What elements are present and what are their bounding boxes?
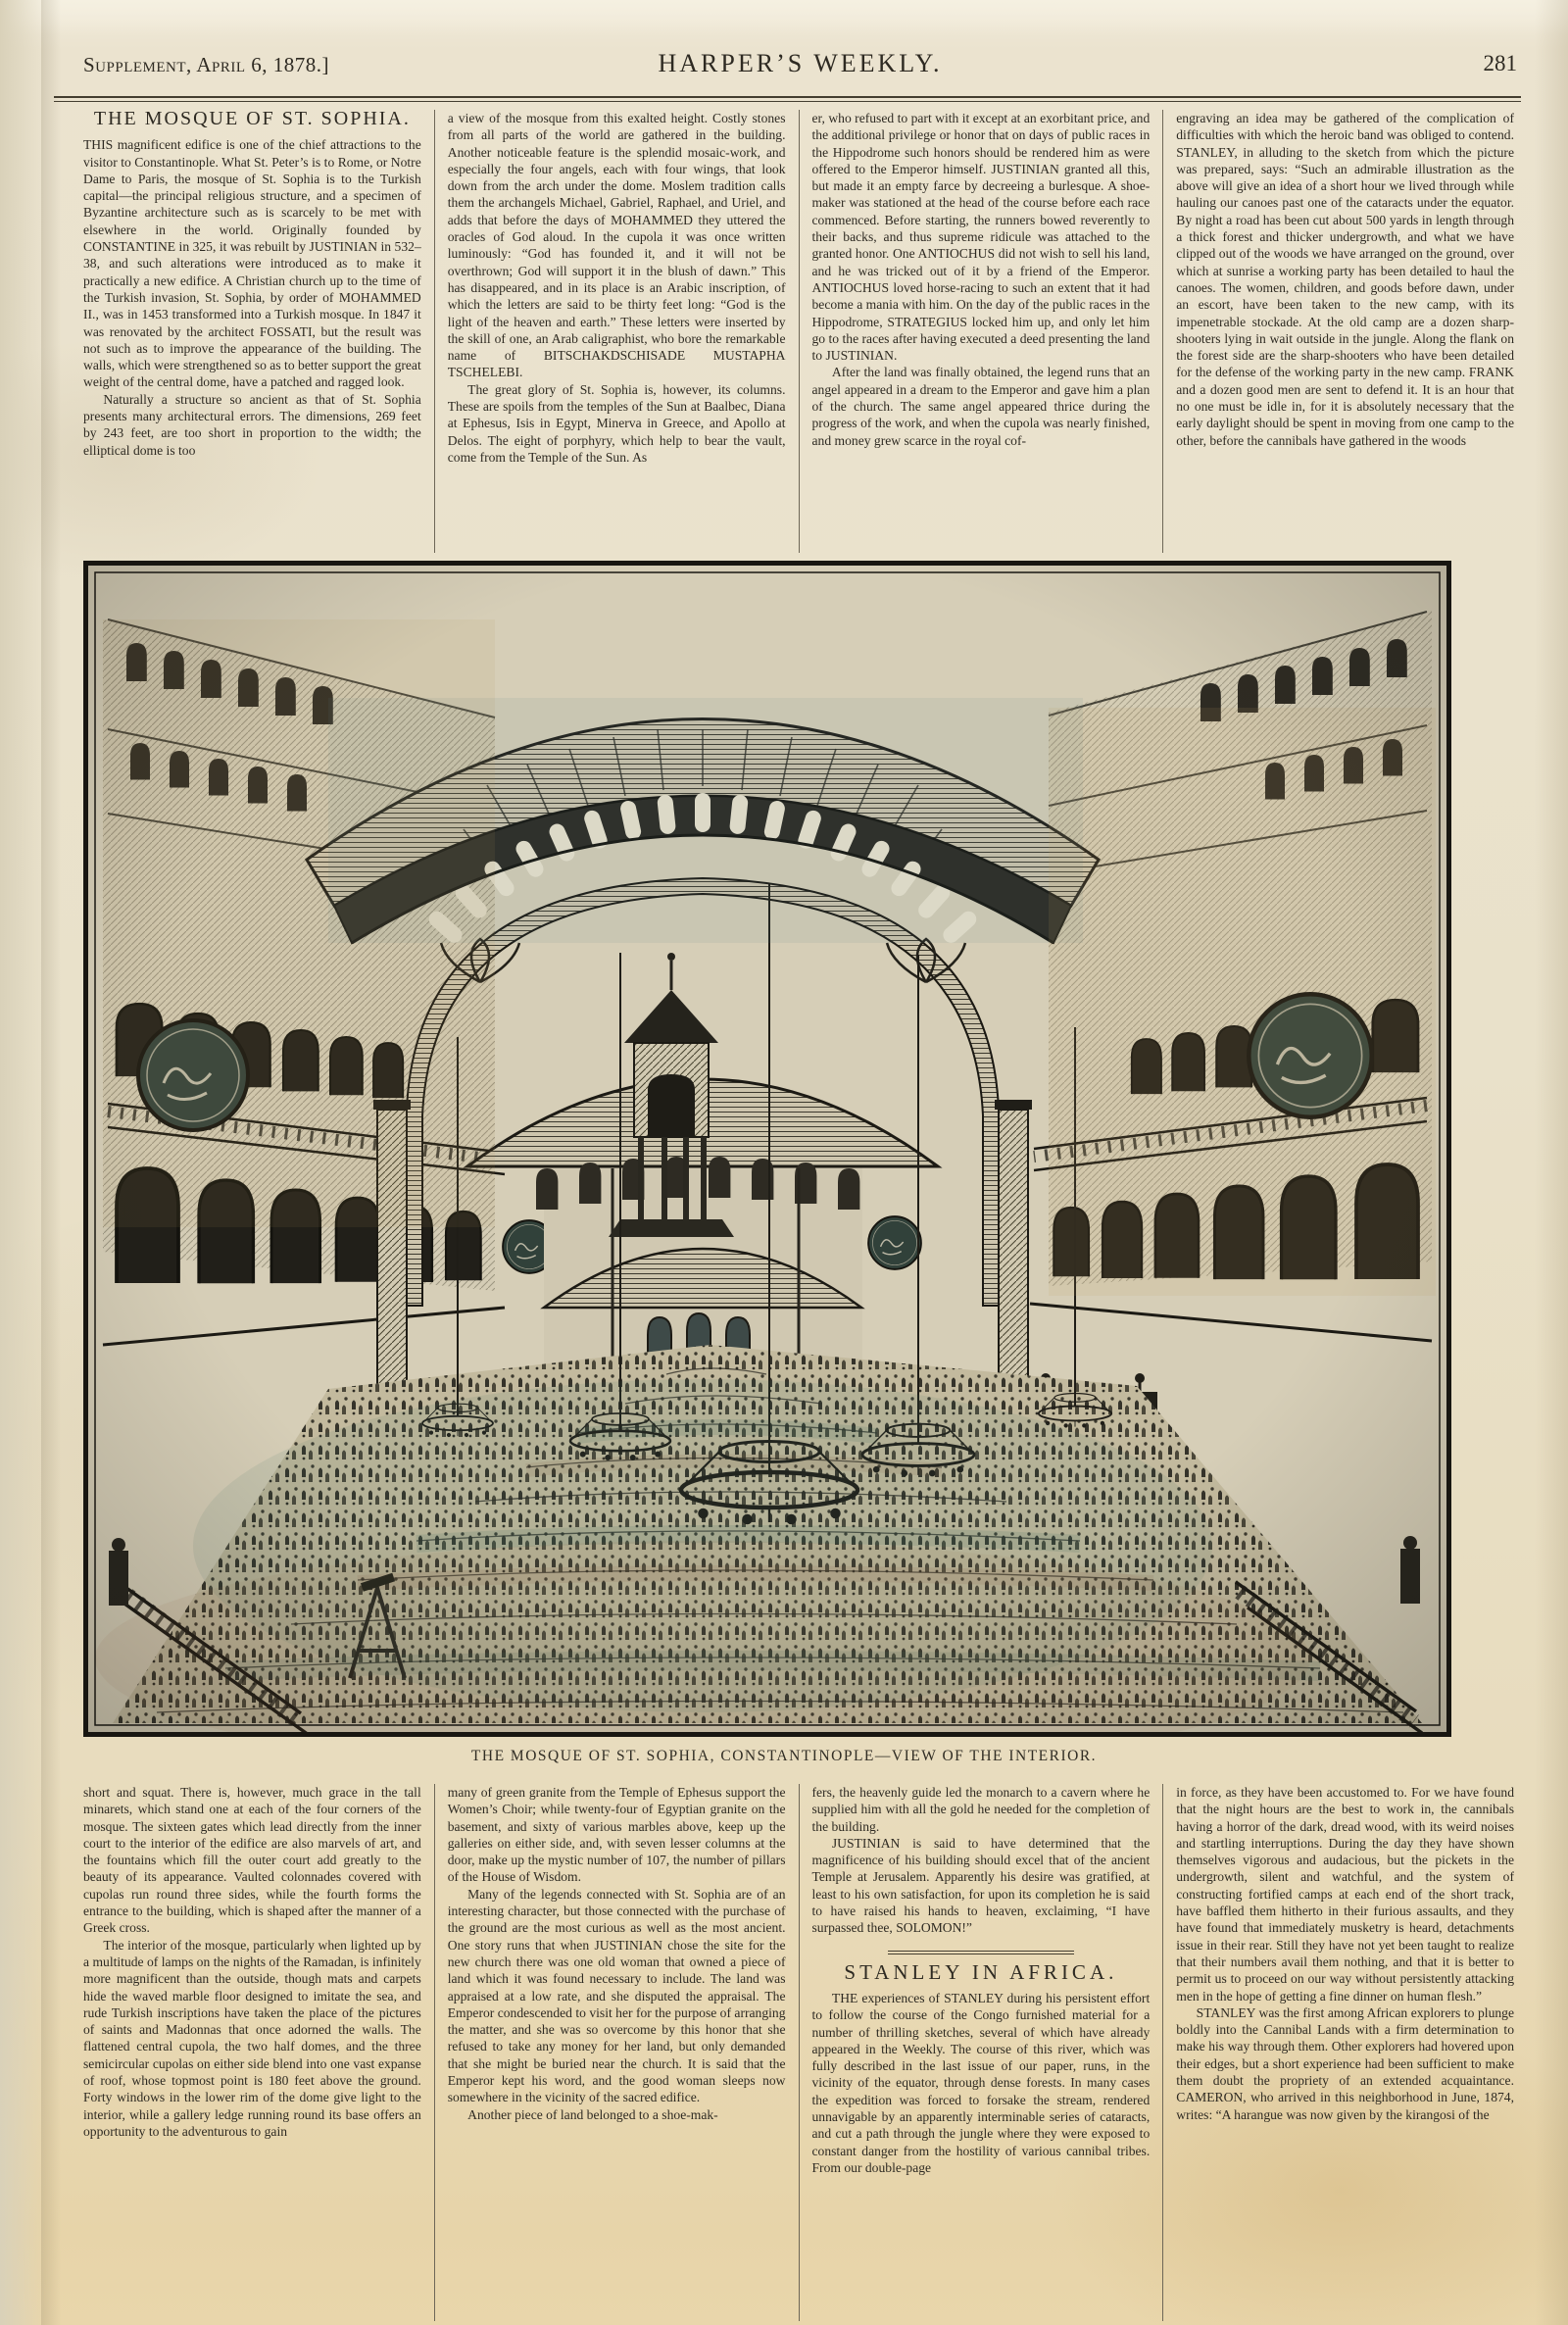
- masthead-rule: [54, 96, 1521, 102]
- paragraph: fers, the heavenly guide led the monarch to a cavern where he supplied him with all the gold he needed for the completion of the building.: [811, 1785, 1151, 1834]
- bottom-column-4: [1162, 1784, 1514, 2321]
- bottom-column-2: [434, 1784, 799, 2321]
- top-column-1: [83, 110, 434, 553]
- paragraph: JUSTINIAN is said to have determined that the magnificence of his building should excel that of the ancient Temple at Jerusalem. Apparently his desire was gratified, at least to his own satisfaction, for upon its completion he is said to have raised his hands to heaven, exclaiming, “I have surpassed thee, SOLOMON!”: [811, 1835, 1151, 1936]
- bottom-column-3: [799, 1784, 1163, 2321]
- top-column-2: [434, 110, 799, 553]
- paragraph: The interior of the mosque, particularly when lighted up by a multitude of lamps on the nights of the Ramadan, is infinitely more magnificent than the outside, though mats and carpets hide the waved marble floor designed to imitate the sea, and rude Turkish inscriptions have taken the place of the pictures of saints and Madonnas that once adorned the walls. The flattened central cupola, the two half domes, and the three semicircular cupolas on either side blend into one vast expanse of roof, whose topmost point is 180 feet above the ground. Forty windows in the lower rim of the dome give light to the interior, while a gallery ledge running round its base offers an opportunity to the adventurous to gain: [83, 1937, 421, 2139]
- paragraph: in force, as they have been accustomed to. For we have found that the night hours are the best to work in, the cannibals having a horror of the dark, dread wood, with its weird noises and startling interruptions. During the day they have shown themselves vigorous and audacious, but the pickets in the undergrowth, silent and watchful, and the system of constructing fortified camps at each end of the short track, have baffled them hitherto in their furious assaults, and they have found that immediately musketry is heard, detachments issue in their rear. Still they have not yet been taught to realize that their numbers avail them nothing, and that it is better to permit us to proceed on our way without persistently attacking men in the hope of getting a fine dinner on human flesh.”: [1176, 1785, 1514, 2003]
- paragraph: The great glory of St. Sophia is, however, its columns. These are spoils from the temples of the Sun at Baalbec, Diana at Ephesus, Isis in Egypt, Minerva in Greece, and Apollo at Delos. The eight of porphyry, which help to bear the vault, come from the Temple of the Sun. As: [447, 381, 786, 465]
- paragraph: short and squat. There is, however, much grace in the tall minarets, which stand one at each of the four corners of the mosque. The sixteen gates which lead directly from the inner court to the interior of the edifice are also marvels of art, and the fountains which fill the outer court add greatly to the beauty of its appearance. Vaulted colonnades covered with cupolas run round three sides, while the fourth forms the entrance to the building, which is shaped after the manner of a Greek cross.: [83, 1785, 421, 1936]
- article-title-mosque: THE MOSQUE OF ST. SOPHIA.: [93, 110, 411, 129]
- engraving-st-sophia-interior: [83, 561, 1451, 1737]
- page-number: 281: [1483, 51, 1517, 75]
- article-title-stanley: STANLEY IN AFRICA.: [844, 1959, 1118, 1984]
- paragraph: engraving an idea may be gathered of the complication of difficulties with which the heroic band was obliged to contend. STANLEY, in alluding to the sketch from which the picture was prepared, says: “Such an admirable illustration as the above will give an idea of a short hour we lived through while hauling our canoes past one of the cataracts under the equator. By night a road has been cut about 500 yards in length through a thick forest and thicker undergrowth, and what we have clipped out of the woods we have arranged on the ground, over which at sunrise a working party has been detailed to haul the canoes. The women, children, and goods before dawn, under an escort, have been taken to the new camp, with its impenetrable stockade. At the old camp are a dozen sharp-shooters lying in wait outside in the jungle. Along the flank on the forest side are the sharp-shooters who have been detailed for the defense of the working party in the new camp. FRANK and a dozen good men are sent to defend it. It is an hour that no one must be idle in, for it is absolutely necessary that the early daylight should be spent in moving from one camp to the other, before the cannibals have gathered in the woods: [1176, 111, 1514, 448]
- paragraph: THE experiences of STANLEY during his persistent effort to follow the course of the Congo furnished material for a number of thrilling sketches, several of which have already appeared in the Weekly. The course of this river, which was fully described in the last issue of our paper, runs, in the vicinity of the equator, through dense forests. In many cases the expedition was forced to forsake the stream, rendered unnavigable by an apparently interminable series of cataracts, and cut a path through the jungle where they were exposed to constant danger from the hostility of various cannibal tribes. From our double-page: [811, 1990, 1151, 2175]
- paragraph: a view of the mosque from this exalted height. Costly stones from all parts of the world are gathered in the building. Another noticeable feature is the splendid mosaic-work, and especially the four angels, each with four wings, that look down from the arch under the dome. Moslem tradition calls them the archangels Michael, Gabriel, Raphael, and Uriel, and adds that before the days of MOHAMMED they uttered the oracles of God aloud. In the cupola it was once written luminously: “God has founded it, and it will not be overthrown; God will support it in the blush of dawn.” This has disappeared, and in its place is an Arabic inscription, of which the letters are said to be thirty feet long: “God is the light of the heaven and earth.” These letters were inserted by the skill of one, an Arab caligraphist, who bore the remarkable name of BITSCHAKDSCHISADE MUSTAPHA TSCHELEBI.: [447, 111, 786, 380]
- paragraph: Another piece of land belonged to a shoe-mak-: [467, 2106, 718, 2122]
- paragraph: Many of the legends connected with St. Sophia are of an interesting character, but those connected with the purchase of the ground are the most curious as well as the most ancient. One story runs that when JUSTINIAN chose the site for the new church there was one old woman that owned a piece of land which it was found necessary to include. The land was appraised at a low rate, and she disputed the appraisal. The Emperor condescended to visit her for the purpose of arranging the matter, and she was so overcome by this honor that she refused to take any money for her land, but only demanded that she might be buried near the church. It is said that the Emperor kept his word, and the good woman sleeps now somewhere in the vicinity of the sacred edifice.: [447, 1886, 786, 2105]
- bottom-column-1: [83, 1784, 434, 2321]
- paragraph: STANLEY was the first among African explorers to plunge boldly into the Cannibal Lands with a firm determination to make his way through them. Other explorers had hovered upon their edges, but a short experience had been sufficient to make them doubt the propriety of an extended acquaintance. CAMERON, who arrived in this neighborhood in June, 1874, writes: “A harangue was now given by the kirangosi of the: [1176, 2004, 1514, 2122]
- paragraph: many of green granite from the Temple of Ephesus support the Women’s Choir; while twenty-four of Egyptian granite on the basement, and sixty of various marbles above, keep up the galleries on either side, and, with seven lesser columns at the door, make up the mystic number of 107, the number of pillars of the House of Wisdom.: [447, 1785, 786, 1885]
- supplement-date: Supplement, April 6, 1878.]: [83, 53, 330, 76]
- engraving-illustration: [83, 561, 1451, 1737]
- section-divider-rule: [888, 1951, 1074, 1954]
- paragraph: After the land was finally obtained, the legend runs that an angel appeared in a dream to the Emperor and gave him a plan of the church. The same angel appeared thrice during the progress of the work, and when the cupola was nearly finished, and money grew scarce in the royal cof-: [811, 365, 1151, 448]
- paper-gutter-shadow: [41, 0, 61, 2325]
- engraving-caption: THE MOSQUE OF ST. SOPHIA, CONSTANTINOPLE—VIEW OF THE INTERIOR.: [470, 1748, 1098, 1764]
- top-articles: [83, 110, 1514, 553]
- paragraph: er, who refused to part with it except at an exorbitant price, and the additional privilege or honor that on days of public races in the Hippodrome such honors should be rendered him as were offered to the Emperor himself. JUSTINIAN granted all this, but made it an empty farce by decreeing a burlesque. A shoe-maker was stationed at the head of the course before each race commenced. Before starting, the runners bowed reverently to their backs, and thus supreme ridicule was attached to the granted honor. One ANTIOCHUS did not wish to sell his land, and he was tricked out of it by a friend of the Emperor. ANTIOCHUS loved horse-racing to such an extent that it had become a mania with him. On the day of the public races in the Hippodrome, STRATEGIUS locked him up, and only let him go to the races after having executed a deed presenting the land to JUSTINIAN.: [811, 111, 1151, 364]
- paper-edge-right: [1535, 0, 1568, 2325]
- paper-edge-top: [0, 0, 1568, 35]
- bottom-articles: [83, 1784, 1514, 2321]
- paragraph: Naturally a structure so ancient as that of St. Sophia presents many architectural errors. The dimensions, 269 feet by 243 feet, are too short in proportion to the width; the elliptical dome is too: [83, 391, 421, 458]
- top-column-3: [799, 110, 1163, 553]
- paper-edge-left: [0, 0, 45, 2325]
- top-column-4: [1162, 110, 1514, 553]
- publication-title: HARPER’S WEEKLY.: [658, 49, 943, 77]
- paragraph: THIS magnificent edifice is one of the chief attractions to the visitor to Constantinople. What St. Peter’s is to Rome, or Notre Dame to Paris, the mosque of St. Sophia is to the Turkish capital—the principal religious structure, and a specimen of Byzantine architecture such as is scarcely to be met with elsewhere in the world. Originally founded by CONSTANTINE in 325, it was rebuilt by JUSTINIAN in 532–38, and such alterations were introduced as to make it practically a new edifice. A Christian church up to the time of the Turkish invasion, St. Sophia, by order of MOHAMMED II., was in 1453 transformed into a Turkish mosque. In 1847 it was renovated by the architect FOSSATI, but the result was not such as to improve the appearance of the building. The walls, which were strengthened so as to better support the great weight of the central dome, have a patched and ragged look.: [83, 137, 421, 390]
- masthead: [83, 49, 1517, 88]
